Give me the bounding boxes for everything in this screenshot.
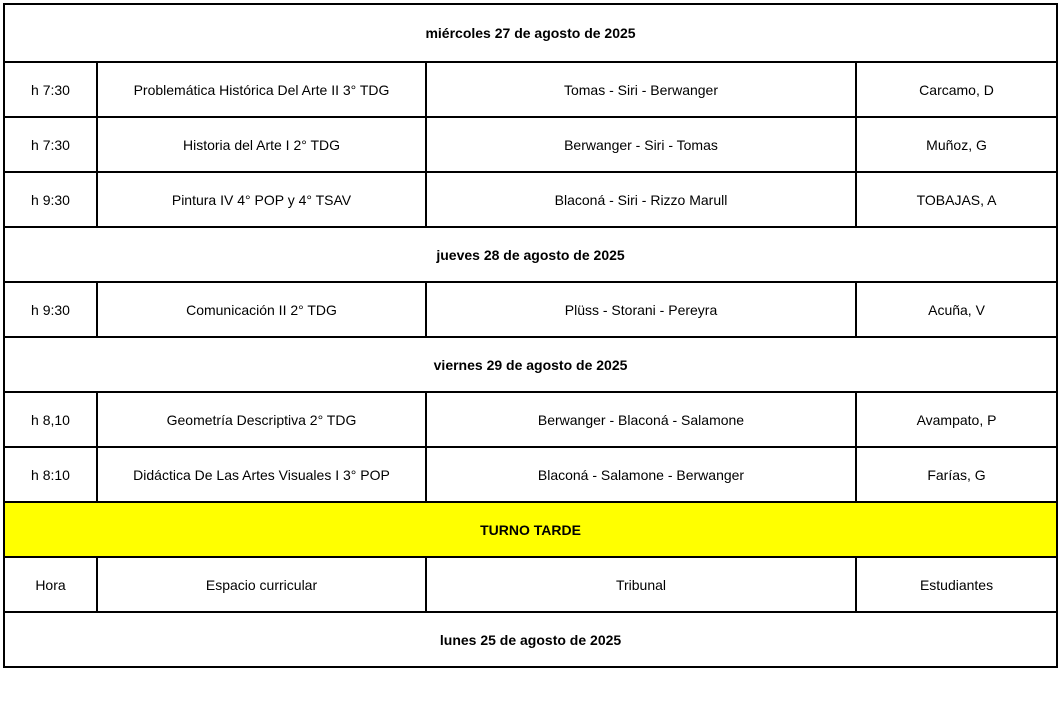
tribunal-cell: Blaconá - Siri - Rizzo Marull xyxy=(426,172,856,227)
hora-cell: h 9:30 xyxy=(4,172,97,227)
date-heading: miércoles 27 de agosto de 2025 xyxy=(4,4,1057,62)
date-heading: jueves 28 de agosto de 2025 xyxy=(4,227,1057,282)
estudiantes-cell: Farías, G xyxy=(856,447,1057,502)
estudiantes-cell: Avampato, P xyxy=(856,392,1057,447)
column-header-tribunal: Tribunal xyxy=(426,557,856,612)
tribunal-cell: Plüss - Storani - Pereyra xyxy=(426,282,856,337)
espacio-cell: Problemática Histórica Del Arte II 3° TDG xyxy=(97,62,426,117)
date-row xyxy=(4,337,1057,392)
turno-row xyxy=(4,502,1057,557)
table-row xyxy=(4,447,1057,502)
table-row xyxy=(4,282,1057,337)
espacio-cell: Comunicación II 2° TDG xyxy=(97,282,426,337)
date-row xyxy=(4,4,1057,62)
espacio-cell: Pintura IV 4° POP y 4° TSAV xyxy=(97,172,426,227)
hora-cell: h 7:30 xyxy=(4,62,97,117)
date-row xyxy=(4,227,1057,282)
tribunal-cell: Tomas - Siri - Berwanger xyxy=(426,62,856,117)
table-row xyxy=(4,392,1057,447)
date-row xyxy=(4,612,1057,667)
tribunal-cell: Berwanger - Blaconá - Salamone xyxy=(426,392,856,447)
schedule-body xyxy=(4,4,1057,667)
tribunal-cell: Blaconá - Salamone - Berwanger xyxy=(426,447,856,502)
table-row xyxy=(4,62,1057,117)
estudiantes-cell: Acuña, V xyxy=(856,282,1057,337)
estudiantes-cell: Carcamo, D xyxy=(856,62,1057,117)
espacio-cell: Geometría Descriptiva 2° TDG xyxy=(97,392,426,447)
exam-schedule-table xyxy=(3,3,1058,668)
column-header-hora: Hora xyxy=(4,557,97,612)
hora-cell: h 8:10 xyxy=(4,447,97,502)
column-header-row xyxy=(4,557,1057,612)
hora-cell: h 7:30 xyxy=(4,117,97,172)
estudiantes-cell: TOBAJAS, A xyxy=(856,172,1057,227)
date-heading: viernes 29 de agosto de 2025 xyxy=(4,337,1057,392)
hora-cell: h 8,10 xyxy=(4,392,97,447)
estudiantes-cell: Muñoz, G xyxy=(856,117,1057,172)
date-heading: lunes 25 de agosto de 2025 xyxy=(4,612,1057,667)
tribunal-cell: Berwanger - Siri - Tomas xyxy=(426,117,856,172)
hora-cell: h 9:30 xyxy=(4,282,97,337)
table-row xyxy=(4,117,1057,172)
turno-heading: TURNO TARDE xyxy=(4,502,1057,557)
espacio-cell: Historia del Arte I 2° TDG xyxy=(97,117,426,172)
column-header-estudiantes: Estudiantes xyxy=(856,557,1057,612)
espacio-cell: Didáctica De Las Artes Visuales I 3° POP xyxy=(97,447,426,502)
table-row xyxy=(4,172,1057,227)
column-header-espacio: Espacio curricular xyxy=(97,557,426,612)
